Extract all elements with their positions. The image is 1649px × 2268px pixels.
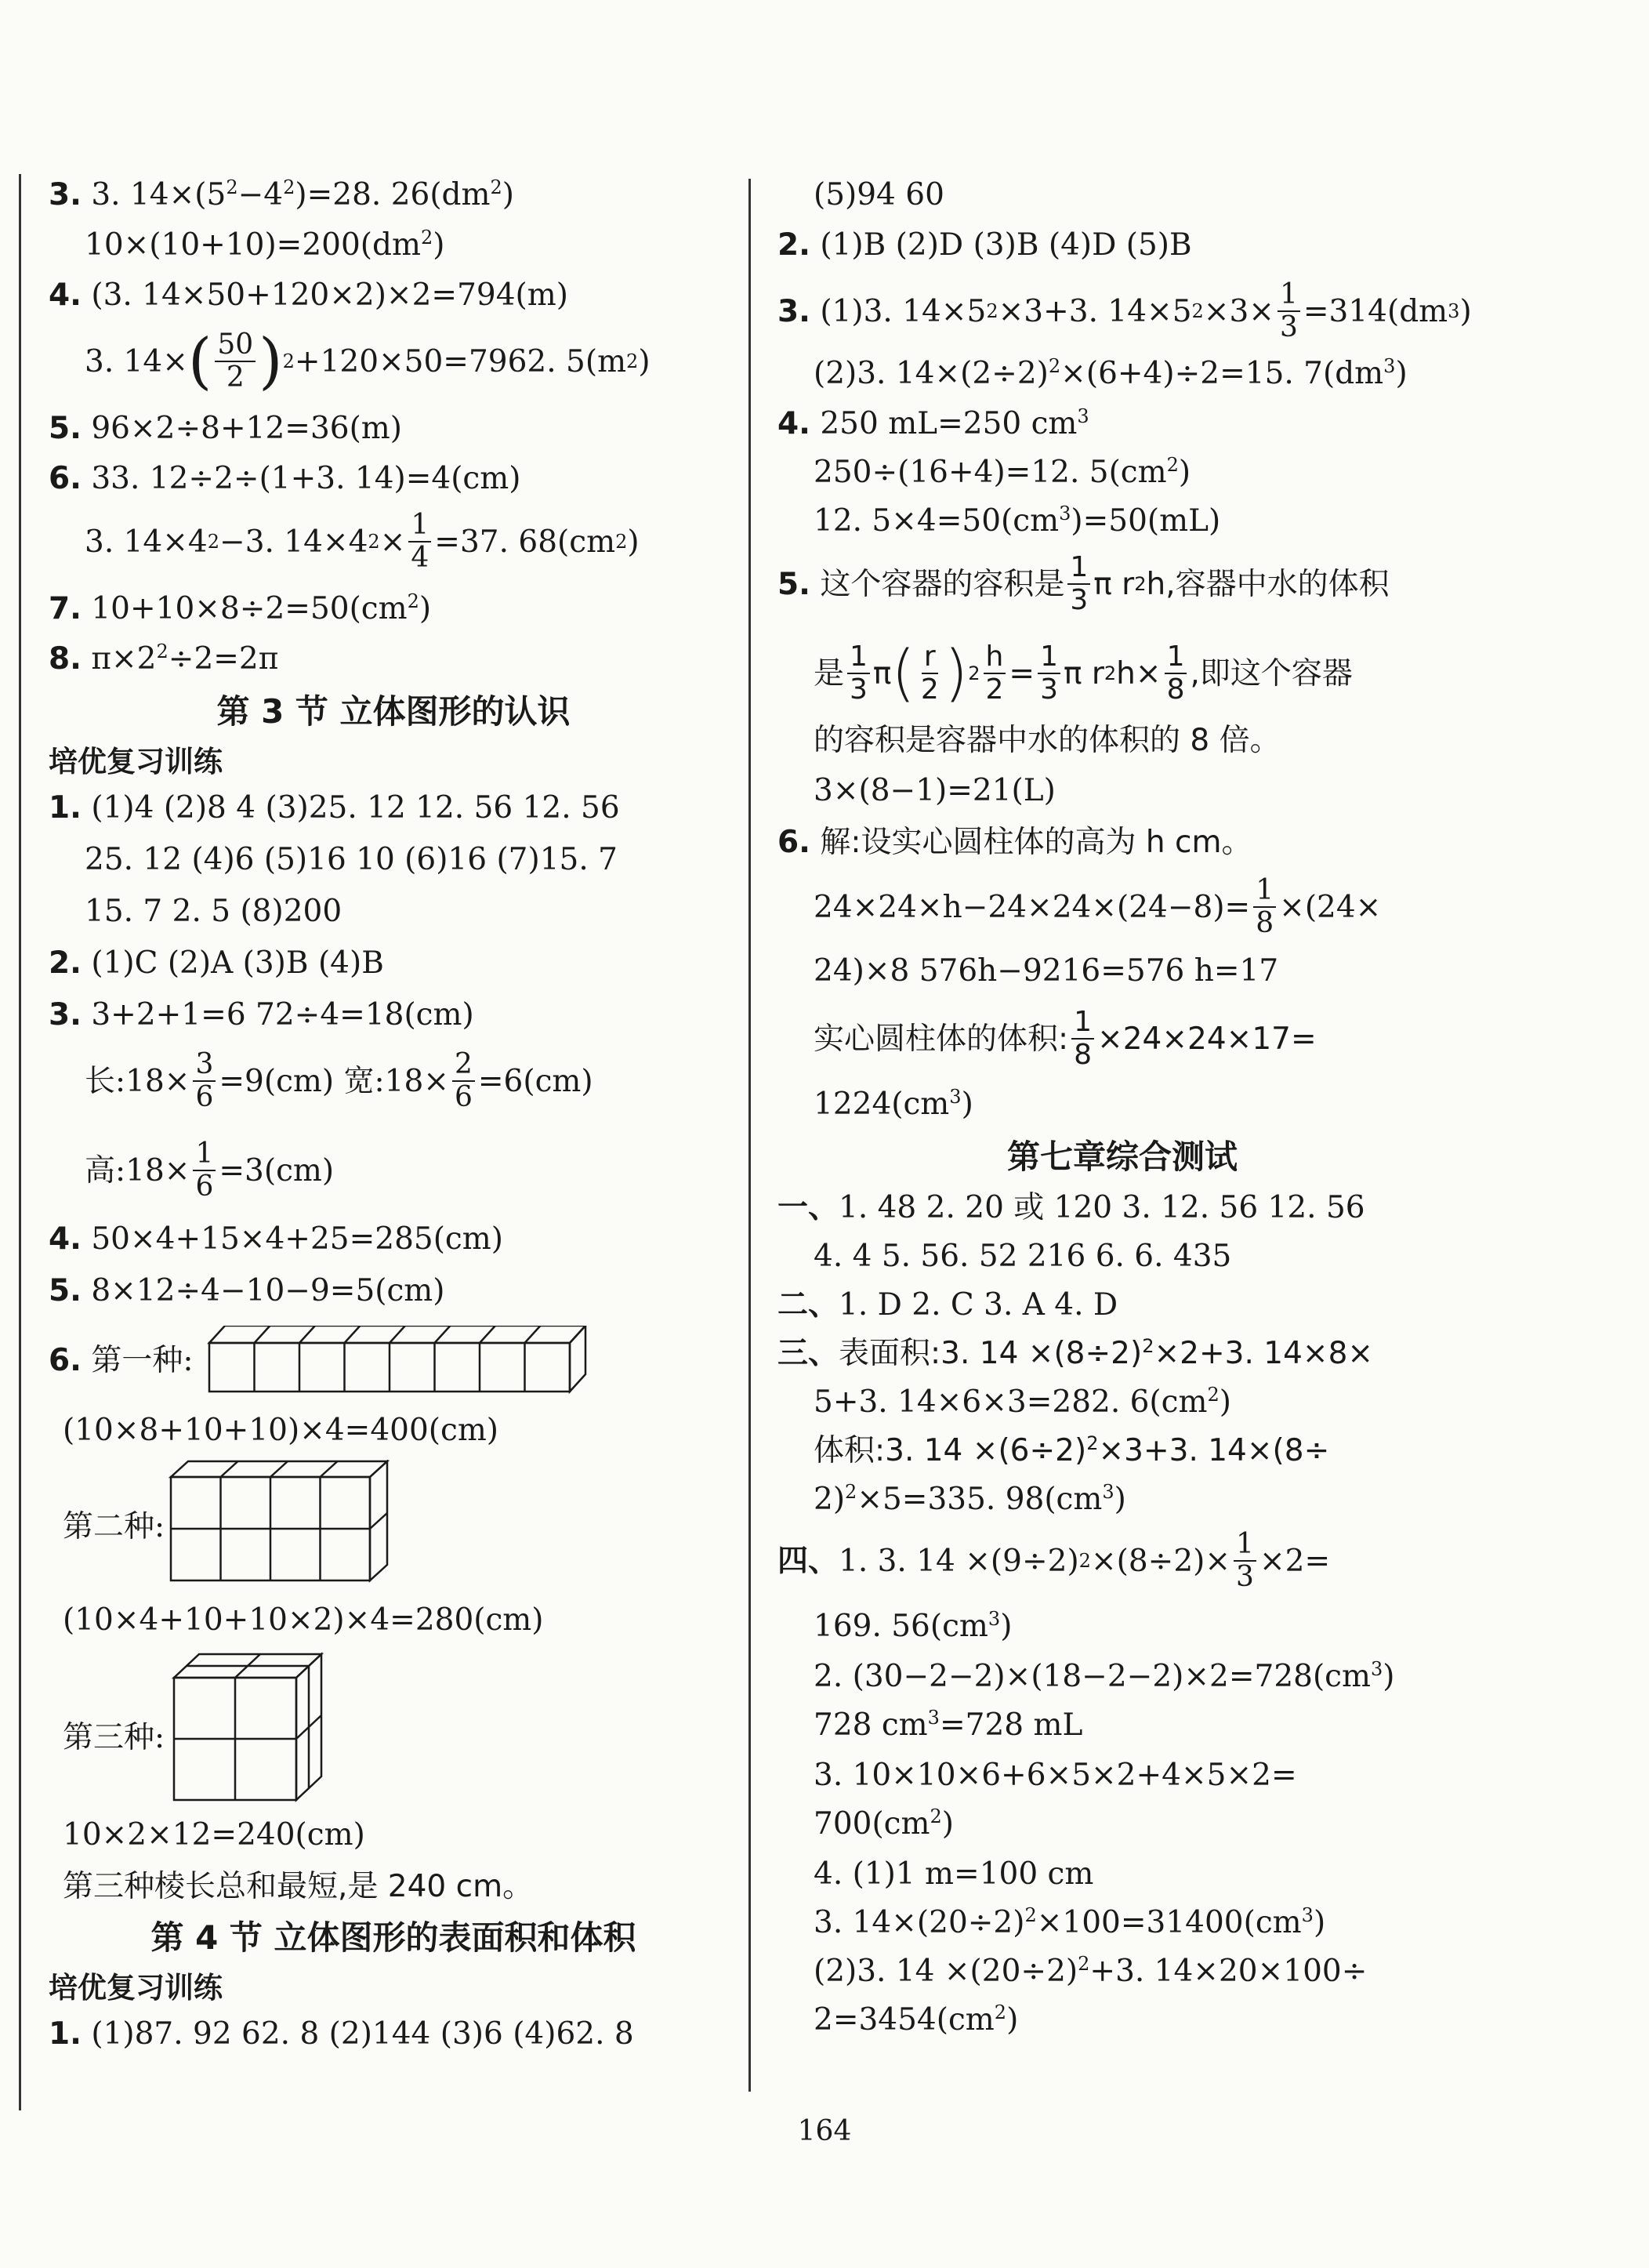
s3-answer-6-second: 第二种: [49, 1456, 738, 1589]
r-answer-5-line4: 3×(8−1)=21(L) [814, 773, 1056, 808]
test-part-1: 一、1. 48 2. 20 或 120 3. 12. 56 12. 56 [777, 1190, 1365, 1225]
s3-answer-5: 5. 8×12÷4−10−9=5(cm) [49, 1273, 445, 1308]
answer-6-line2: 3. 14×4 2 −3. 14×4 2 × $\frac{1}{4}$ =37. 68(cm 2 ) [85, 509, 640, 574]
test-part-4-q4-line3: (2)3. $14 \times(20\div 2)^2+3$. 14×20×100÷ [814, 1953, 1368, 1989]
fraction: $\frac{50}{2}$ [215, 329, 256, 394]
s3-answer-2: 2. (1)C (2)A (3)B (4)B [49, 945, 384, 981]
test-part-3-line3: 体积:3. $14 \times(6\div 2)^2\times 3+3$. 14×(8÷ [814, 1432, 1330, 1468]
right-column [777, 169, 1472, 2041]
test-part-4-q3: 3. 10×10×6+6×5×2+4×5×2= [814, 1758, 1297, 1793]
fraction: $\frac{1}{3}$ [1038, 641, 1060, 706]
page-number: 164 [797, 2115, 852, 2147]
test-part-4-line2: 169. $56(cm^3)$ [814, 1608, 1013, 1644]
fraction: $\frac{1}{8}$ [1253, 875, 1276, 939]
left-column [49, 169, 738, 2055]
s3-answer-6-conclusion: 第三种棱长总和最短,是 240 cm。 [63, 1869, 534, 1904]
r-answer-6: 6. 解:设实心圆柱体的高为 h cm。 [777, 825, 1252, 860]
cube-figure-3 [168, 1651, 324, 1808]
left-margin-rule [19, 174, 21, 2110]
r-answer-6-line3: 24)×8 576h−9216=576 h=17 [814, 953, 1279, 989]
s3-answer-3-line3: 高:18× $\frac{1}{6}$ =3(cm) [85, 1138, 335, 1203]
s3-answer-1-line3: 15. 7 2. 5 (8)200 [85, 894, 342, 929]
section-4-subtitle: 培优复习训练 [49, 1971, 223, 2005]
fraction: $\frac{1}{6}$ [193, 1138, 216, 1203]
test-part-3: 三、表面积:3. $14 \times(8\div 2)^2\times 2+3$. 14×8× [777, 1335, 1374, 1371]
fraction: $\frac{1}{3}$ [847, 641, 870, 706]
s3-answer-6-second-calc: (10×4+10+10×2)×4=280(cm) [63, 1602, 544, 1638]
r-answer-6-line2: 24×24×h−24×24×(24−8)= $\frac{1}{8}$ ×(24× [814, 874, 1382, 939]
r-answer-5-line2: 是 $\frac{1}{3}$ π ( $\frac{r}{2}$ ) 2 $\frac{h}{2}$ = $\frac{1}{3}$ π r 2 h× $\frac{1}{8}$ ,即这个容器 [814, 638, 1353, 709]
column-divider [748, 179, 751, 2092]
s3-answer-1: 1. (1)4 (2)8 4 (3)25. 12 12. 56 12. 56 [49, 790, 620, 826]
s3-answer-3-line2: 长:18× $\frac{3}{6}$ =9(cm) 宽:18× $\frac{2}{6}$ =6(cm) [85, 1048, 593, 1113]
r-answer-3-line2: (2)3. $14\times(2\div 2)^2\times(6+4)\div 2=15$. $7(dm^3)$ [814, 355, 1408, 391]
section-4-title: 第 4 节 立体图形的表面积和体积 [150, 1918, 636, 1957]
r-answer-3: 3. (1)3. 14×5 2 ×3+3. 14×5 2 ×3× $\frac{1}{3}$ =314(dm 3 ) [777, 278, 1472, 343]
s4-answer-1: 1. (1)87. 92 62. 8 (2)144 (3)6 (4)62. 8 [49, 2016, 634, 2052]
fraction: $\frac{2}{6}$ [452, 1049, 475, 1113]
s3-answer-6-third: 第三种: [49, 1647, 738, 1812]
test-part-3-line4: 2)$^2$×5=335. $98(cm^3)$ [814, 1481, 1126, 1517]
r-answer-4-line2: 250÷(16+4)=12. $5(cm^2)$ [814, 454, 1191, 490]
test-part-4-q4-line2: 3. $14\times(20\div 2)^2\times 100=31400(cm^3)$ [814, 1904, 1326, 1940]
test-part-4-q3-line2: $700(cm^2)$ [814, 1805, 954, 1842]
fraction: $\frac{1}{3}$ [1234, 1529, 1256, 1593]
fraction: $\frac{1}{8}$ [1071, 1007, 1094, 1071]
answer-8: 8. $\pi\times 2^2\div 2=2\pi$ [49, 640, 279, 677]
answer-4: 4. (3. 14×50+120×2)×2=794(m) [49, 278, 568, 313]
fraction: $\frac{1}{8}$ [1165, 641, 1187, 706]
test-part-3-line2: 5+3. 14×6×3=282. $6(cm^2)$ [814, 1384, 1231, 1420]
fraction: $\frac{h}{2}$ [983, 641, 1006, 706]
answer-3-line2: $10\times(10+10)=200(dm^2)$ [85, 227, 445, 263]
r-answer-6-line4: 实心圆柱体的体积: $\frac{1}{8}$ ×24×24×17= [814, 1006, 1317, 1071]
test-part-4-q2-line2: 728 $cm^3=728$ mL [814, 1707, 1083, 1743]
s3-answer-4: 4. 50×4+15×4+25=285(cm) [49, 1221, 503, 1257]
test-part-4-q4-line4: $2=3454(cm^2)$ [814, 2001, 1019, 2038]
r-answer-6-line5: $1224(cm^3)$ [814, 1086, 973, 1122]
test-part-2: 二、1. D 2. C 3. A 4. D [777, 1287, 1118, 1323]
answer-5: 5. 96×2÷8+12=36(m) [49, 411, 402, 446]
continued-answer: (5)94 60 [814, 177, 944, 212]
answer-4-line2: 3. 14× ( $\frac{50}{2}$ ) 2 +120×50=7962. 5(m 2 ) [85, 326, 651, 397]
s3-answer-6-first: (10×8+10+10)×4=400(cm) [63, 1413, 499, 1448]
test-part-4: 四、 1. 3. 14 ×(9÷2) 2 ×(8÷2)× $\frac{1}{3}$ ×2= [777, 1528, 1331, 1593]
answer-7: 7. $10+10\times 8\div 2=50(cm^2)$ [49, 590, 432, 626]
test-part-4-q2: 2. $(30-2-2)\times(18-2-2)\times 2=728(cm^3)$ [814, 1658, 1395, 1694]
chapter-test-title: 第七章综合测试 [1006, 1138, 1238, 1176]
fraction: $\frac{1}{3}$ [1067, 552, 1090, 616]
test-part-4-q4: 4. (1)1 m=100 cm [814, 1856, 1094, 1892]
answer-6: 6. 33. 12÷2÷(1+3. 14)=4(cm) [49, 461, 521, 496]
section-3-subtitle: 培优复习训练 [49, 745, 223, 778]
s3-answer-3: 3. 3+2+1=6 72÷4=18(cm) [49, 997, 474, 1032]
fraction: $\frac{3}{6}$ [193, 1049, 216, 1113]
cuboid-figure-1 [197, 1326, 589, 1396]
test-part-1-line2: 4. 4 5. 56. 52 216 6. 6. 435 [814, 1239, 1232, 1274]
r-answer-4: 4. 250 mL=250 $cm^3$ [777, 405, 1089, 441]
fraction: $\frac{1}{4}$ [408, 510, 431, 574]
s3-answer-6: 6. 第一种: [49, 1326, 738, 1396]
s3-answer-6-third-calc: 10×2×12=240(cm) [63, 1817, 365, 1853]
fraction: $\frac{1}{3}$ [1278, 279, 1300, 343]
s3-answer-1-line2: 25. 12 (4)6 (5)16 10 (6)16 (7)15. 7 [85, 842, 618, 877]
r-answer-4-line3: 12. $5\times 4=50(cm^3)=50(mL)$ [814, 503, 1221, 539]
answer-3: 3. 3. $14\times(5^2-4^2)=28$. $26(dm^2)$ [49, 176, 514, 212]
r-answer-5: 5. 这个容器的容积是 $\frac{1}{3}$ π r 2 h,容器中水的体积 [777, 551, 1390, 616]
r-answer-5-line3: 的容积是容器中水的体积的 8 倍。 [814, 723, 1281, 758]
fraction: $\frac{r}{2}$ [920, 640, 939, 706]
cuboid-figure-2 [168, 1460, 395, 1585]
section-3-title: 第 3 节 立体图形的认识 [216, 692, 571, 731]
r-answer-2: 2. (1)B (2)D (3)B (4)D (5)B [777, 227, 1192, 263]
